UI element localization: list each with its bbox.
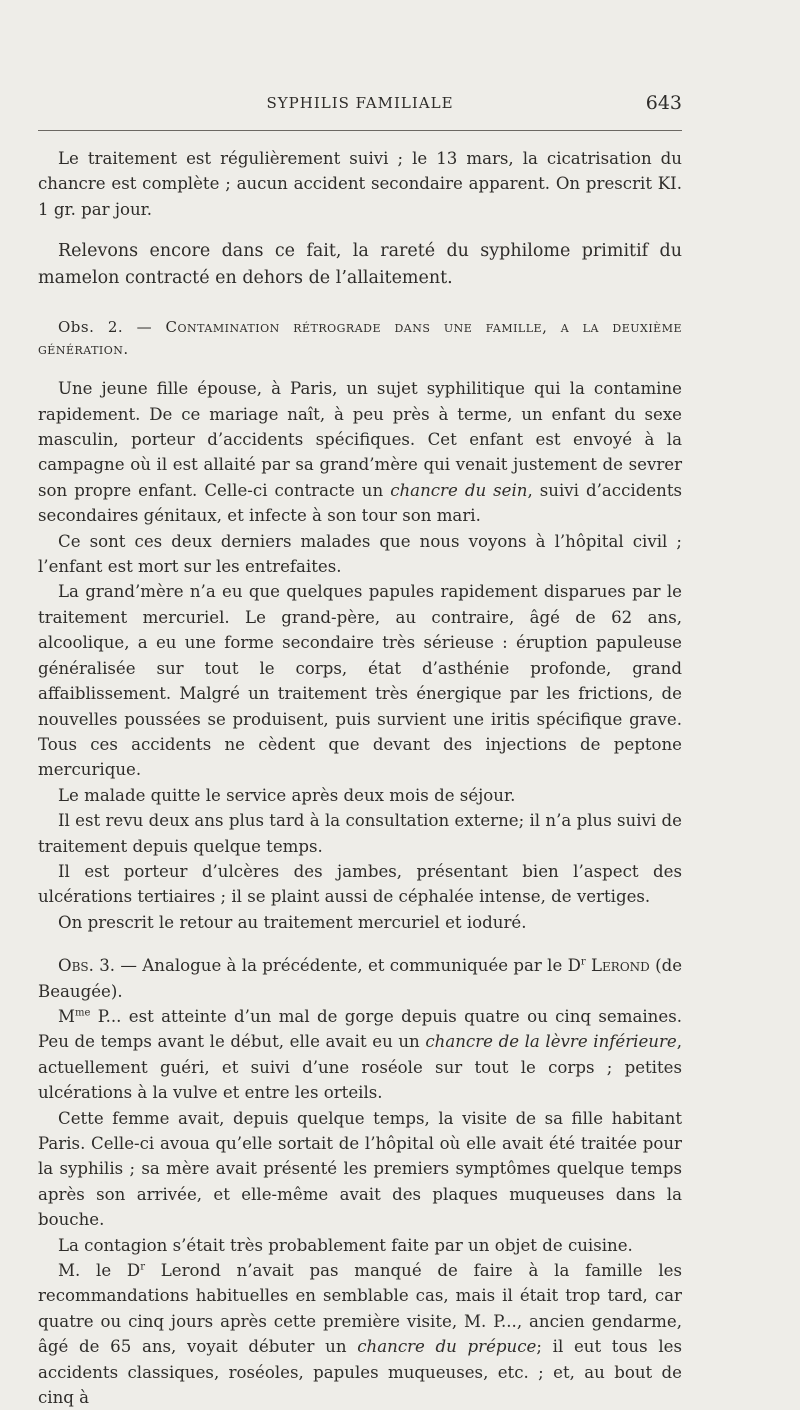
paragraph: $M^{me}$ P... est atteinte d’un mal de gorge depuis quatre ou cinq semaines. Peu de temps avant le début, elle avait eu un chancre de la lèvre inférieure, actuellement guéri, et suivi d’une roséole sur tout le corps ; petites ulcérations à la vulve et entre les orteils. bbox=[38, 1006, 683, 1103]
paragraph: Cette femme avait, depuis quelque temps, la visite de sa fille habitant Paris. Celle-ci avoua qu’elle sortait de l’hôpital où elle avait été traitée pour la syphilis ; sa mère avait présenté les premiers symptômes quelque temps après son arrivée, et elle-même avait des plaques muqueuses dans la bouche. bbox=[38, 1108, 682, 1230]
author-name: Lerond bbox=[591, 956, 650, 976]
italic-term: chancre de la lèvre inférieure bbox=[425, 1032, 677, 1052]
observation-heading bbox=[38, 316, 682, 360]
running-title: SYPHILIS FAMILIALE bbox=[266, 94, 454, 112]
paragraph: Le traitement est régulièrement suivi ; le 13 mars, la cicatrisation du chancre est complète ; aucun accident secondaire apparent. On prescrit KI. 1 gr. par jour. bbox=[38, 149, 682, 219]
paragraph: Il est porteur d’ulcères des jambes, présentant bien l’aspect des ulcérations tertiaires ; il se plaint aussi de céphalée intense, de vertiges. bbox=[38, 861, 682, 907]
obs-title: — Contamination rétrograde dans une famille, a la deuxième génération. bbox=[38, 318, 682, 359]
paragraph: La grand’mère n’a eu que quelques papules rapidement disparues par le traitement mercuriel. Le grand-père, au contraire, âgé de 62 ans, alcoolique, a eu une forme secondaire très sérieuse : éruption papuleuse généralisée sur tout le corps, état d’asthénie profonde, grand affaiblissement. Malgré un traitement très énergique par les frictions, de nouvelles poussées se produisent, puis survient une iritis spécifique grave. Tous ces accidents ne cèdent que devant des injections de peptone mercurique. bbox=[38, 582, 682, 780]
page-header bbox=[38, 92, 682, 118]
paragraph: Le malade quitte le service après deux mois de séjour. bbox=[58, 785, 516, 805]
page-number: 643 bbox=[645, 92, 682, 114]
paragraph: On prescrit le retour au traitement mercuriel et ioduré. bbox=[58, 912, 527, 932]
obs-label: Obs. 3. bbox=[58, 956, 116, 976]
paragraph: Une jeune fille épouse, à Paris, un sujet syphilitique qui la contamine rapidement. De ce mariage naît, à peu près à terme, un enfant du sexe masculin, porteur d’accidents spécifiques. Cet enfant est envoyé à la campagne où il est allaité par sa grand’mère qui venait justement de sevrer son propre enfant. Celle-ci contracte un chancre du sein, suivi d’accidents secondaires génitaux, et infecte à son tour son mari. bbox=[38, 379, 683, 526]
italic-term: chancre du sein bbox=[390, 480, 528, 500]
paragraph: La contagion s’était très probablement faite par un objet de cuisine. bbox=[58, 1235, 633, 1255]
paragraph: Relevons encore dans ce fait, la rareté du syphilome primitif du mamelon contracté en dehors de l’allaitement. bbox=[38, 241, 682, 289]
obs-label: Obs. 2. bbox=[58, 318, 124, 337]
observation-paragraph: Obs. 3. — Analogue à la précédente, et communiquée par le $D^r$ Lerond (de Beaugée). bbox=[38, 956, 683, 1001]
paragraph: Il est revu deux ans plus tard à la consultation externe; il n’a plus suivi de traitement depuis quelque temps. bbox=[38, 811, 682, 856]
paragraph: M. le $D^r$ Lerond n’avait pas manqué de faire à la famille les recommandations habituelles en semblable cas, mais il était trop tard, car quatre ou cinq jours après cette première visite, M. P..., ancien gendarme, âgé de 65 ans, voyait débuter un chancre du prépuce; il eut tous les accidents classiques, roséoles, papules muqueuses, etc. ; et, au bout de cinq à bbox=[38, 1261, 683, 1408]
header-rule bbox=[38, 130, 682, 131]
italic-term: chancre du prépuce bbox=[357, 1337, 537, 1357]
paragraph: Ce sont ces deux derniers malades que nous voyons à l’hôpital civil ; l’enfant est mort sur les entrefaites. bbox=[38, 531, 682, 577]
body-text bbox=[38, 146, 682, 1410]
